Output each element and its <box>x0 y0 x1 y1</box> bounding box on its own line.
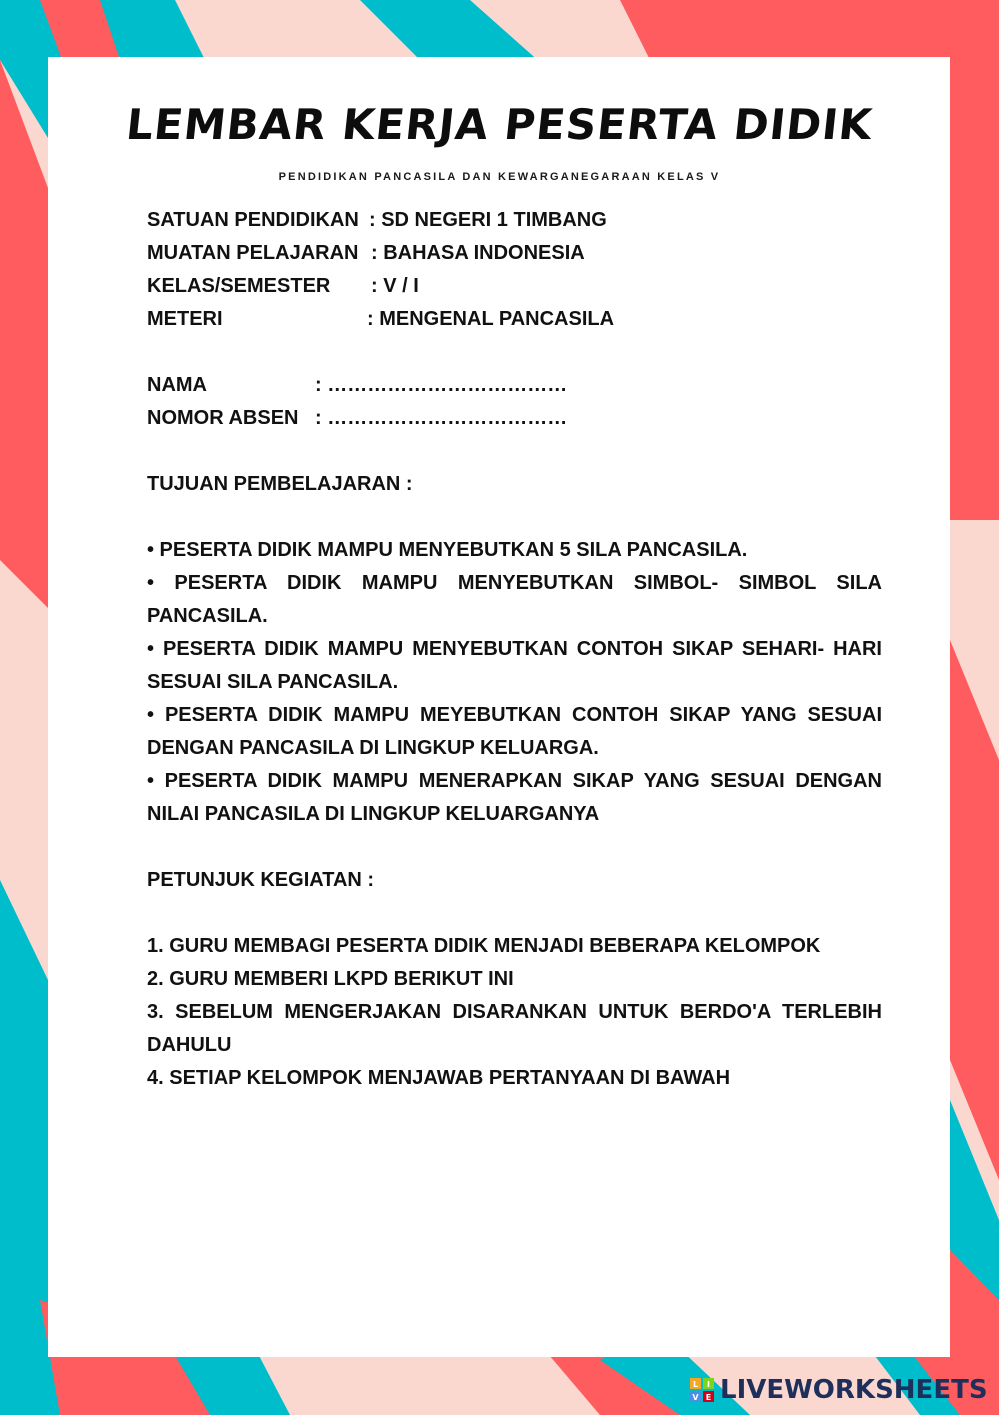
worksheet-content <box>147 204 882 1095</box>
badge-letter: I <box>707 1380 710 1389</box>
info-row <box>147 270 882 303</box>
instructions-heading: PETUNJUK KEGIATAN : <box>147 869 375 891</box>
instruction-item: 1. GURU MEMBAGI PESERTA DIDIK MENJADI BEBERAPA KELOMPOK <box>147 935 821 957</box>
student-section <box>147 369 882 435</box>
worksheet-title: LEMBAR KERJA PESERTA DIDIK <box>123 100 876 149</box>
info-label: METERI <box>147 308 223 330</box>
student-row <box>147 369 882 402</box>
objective-item: • PESERTA DIDIK MAMPU MENYEBUTKAN CONTOH SIKAP SEHARI- HARI SESUAI SILA PANCASILA. <box>147 638 882 693</box>
objective-item: • PESERTA DIDIK MAMPU MENERAPKAN SIKAP YANG SESUAI DENGAN NILAI PANCASILA DI LINGKUP KELUARGANYA <box>147 770 882 825</box>
objective-item: • PESERTA DIDIK MAMPU MENYEBUTKAN 5 SILA PANCASILA. <box>147 539 748 561</box>
instruction-item: 3. SEBELUM MENGERJAKAN DISARANKAN UNTUK BERDO'A TERLEBIH DAHULU <box>147 1001 882 1056</box>
info-value: : V / I <box>371 275 419 297</box>
worksheet-subtitle: PENDIDIKAN PANCASILA DAN KEWARGANEGARAAN KELAS V <box>278 171 721 183</box>
objectives-heading: TUJUAN PEMBELAJARAN : <box>147 473 413 495</box>
info-value: : MENGENAL PANCASILA <box>367 308 615 330</box>
objectives-list <box>147 534 882 831</box>
student-label: NOMOR ABSEN <box>147 407 299 429</box>
instruction-item: 2. GURU MEMBERI LKPD BERIKUT INI <box>147 968 514 990</box>
instruction-item: 4. SETIAP KELOMPOK MENJAWAB PERTANYAAN DI BAWAH <box>147 1067 731 1089</box>
info-row <box>147 237 882 270</box>
info-label: MUATAN PELAJARAN <box>147 242 359 264</box>
student-blank[interactable]: : ……………………………… <box>315 374 568 396</box>
info-label: KELAS/SEMESTER <box>147 275 331 297</box>
info-row <box>147 303 882 336</box>
info-section <box>147 204 882 336</box>
badge-letter: L <box>692 1380 699 1389</box>
info-row <box>147 204 882 237</box>
liveworksheets-logo[interactable] <box>690 1372 988 1408</box>
info-value: : SD NEGERI 1 TIMBANG <box>369 209 607 231</box>
student-blank[interactable]: : ……………………………… <box>315 407 568 429</box>
objective-item: • PESERTA DIDIK MAMPU MEYEBUTKAN CONTOH SIKAP YANG SESUAI DENGAN PANCASILA DI LINGKUP KELUARGA. <box>147 704 882 759</box>
badge-letter: E <box>705 1393 712 1402</box>
objective-item: • PESERTA DIDIK MAMPU MENYEBUTKAN SIMBOL- SIMBOL SILA PANCASILA. <box>147 572 882 627</box>
liveworksheets-badge-icon <box>690 1378 714 1402</box>
instructions-list <box>147 930 882 1095</box>
student-row <box>147 402 882 435</box>
info-label: SATUAN PENDIDIKAN <box>147 209 359 231</box>
student-label: NAMA <box>147 374 207 396</box>
liveworksheets-wordmark: LIVEWORKSHEETS <box>720 1375 988 1405</box>
info-value: : BAHASA INDONESIA <box>371 242 585 264</box>
badge-letter: V <box>692 1393 699 1402</box>
